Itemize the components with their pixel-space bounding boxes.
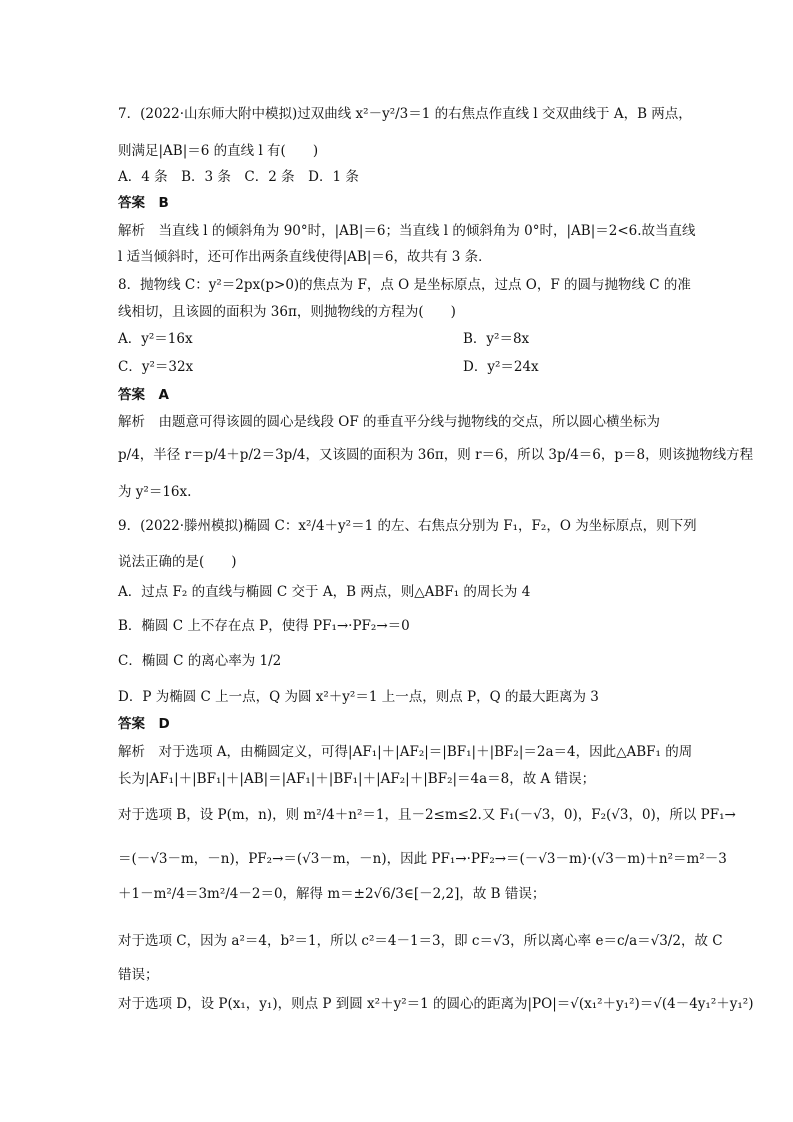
q8-explanation-line1: 解析 由题意可得该圆的圆心是线段 OF 的垂直平分线与抛物线的交点，所以圆心横坐标为: [118, 414, 661, 430]
q8-stem-line2: 线相切，且该圆的面积为 36π，则抛物线的方程为( ): [118, 304, 456, 320]
q7-stem-line1: 7．(2022·山东师大附中模拟)过双曲线 x²－y²/3＝1 的右焦点作直线 l 交双曲线于 A，B 两点，: [118, 106, 692, 122]
q8-explanation-line3: 为 y²＝16x.: [118, 484, 192, 500]
q9-explanation-line3: 对于选项 B，设 P(m，n)，则 m²/4＋n²＝1，且－2≤m≤2.又 F₁(－√3，0)，F₂(√3，0)，所以 PF₁→: [118, 807, 736, 823]
q9-explanation-line6: 对于选项 C，因为 a²＝4，b²＝1，所以 c²＝4－1＝3，即 c＝√3，所以离心率 e＝c/a＝√3/2，故 C: [118, 933, 723, 949]
q9-stem-line1: 9．(2022·滕州模拟)椭圆 C：x²/4＋y²＝1 的左、右焦点分别为 F₁，F₂，O 为坐标原点，则下列: [118, 518, 697, 534]
q7-options: A．4 条 B．3 条 C．2 条 D．1 条: [118, 169, 359, 185]
q8-explanation-line2: p/4，半径 r＝p/4＋p/2＝3p/4，又该圆的面积为 36π，则 r＝6，所以 3p/4＝6，p＝8，则该抛物线方程: [118, 447, 754, 463]
q9-option-c: C．椭圆 C 的离心率为 1/2: [118, 653, 282, 669]
q8-option-b: B．y²＝8x: [463, 331, 530, 347]
q9-option-d: D．P 为椭圆 C 上一点，Q 为圆 x²＋y²＝1 上一点，则点 P，Q 的最大距离为 3: [118, 689, 599, 705]
q7-answer: 答案 B: [118, 195, 169, 211]
q9-answer: 答案 D: [118, 716, 170, 732]
q9-explanation-line4: ＝(－√3－m，－n)，PF₂→＝(√3－m，－n)，因此 PF₁→·PF₂→＝(－√3－m)·(√3－m)＋n²＝m²－3: [118, 851, 727, 867]
q9-stem-line2: 说法正确的是( ): [118, 554, 237, 570]
q8-options-row1: [118, 330, 530, 348]
q7-explanation-line2: l 适当倾斜时，还可作出两条直线使得|AB|＝6，故共有 3 条．: [118, 249, 492, 265]
q9-explanation-line2: 长为|AF₁|＋|BF₁|＋|AB|＝|AF₁|＋|BF₁|＋|AF₂|＋|BF₂|＝4a＝8，故 A 错误；: [118, 771, 596, 787]
q8-options-row2: [118, 358, 539, 376]
q8-answer: 答案 A: [118, 387, 169, 403]
q8-stem-line1: 8．抛物线 C：y²＝2px(p>0)的焦点为 F，点 O 是坐标原点，过点 O，F 的圆与抛物线 C 的准: [118, 277, 691, 293]
q8-option-d: D．y²＝24x: [463, 359, 539, 375]
q8-option-c: C．y²＝32x: [118, 359, 194, 375]
q9-explanation-line8: 对于选项 D，设 P(x₁，y₁)，则点 P 到圆 x²＋y²＝1 的圆心的距离为|PO|＝√(x₁²＋y₁²)＝√(4－4y₁²＋y₁²): [118, 996, 754, 1012]
q9-option-b: B．椭圆 C 上不存在点 P，使得 PF₁→·PF₂→＝0: [118, 618, 410, 634]
q9-explanation-line7: 错误；: [118, 967, 159, 983]
q9-option-a: A．过点 F₂ 的直线与椭圆 C 交于 A，B 两点，则△ABF₁ 的周长为 4: [118, 584, 531, 600]
q7-stem-line2: 则满足|AB|＝6 的直线 l 有( ): [118, 143, 319, 159]
q7-explanation-line1: 解析 当直线 l 的倾斜角为 90°时，|AB|＝6；当直线 l 的倾斜角为 0°时，|AB|＝2<6.故当直线: [118, 223, 696, 239]
q9-explanation-line1: 解析 对于选项 A，由椭圆定义，可得|AF₁|＋|AF₂|＝|BF₁|＋|BF₂|＝2a＝4，因此△ABF₁ 的周: [118, 744, 693, 760]
q8-option-a: A．y²＝16x: [118, 331, 193, 347]
q9-explanation-line5: ＋1－m²/4＝3m²/4－2＝0，解得 m＝±2√6/3∈[－2,2]，故 B 错误；: [118, 886, 546, 902]
